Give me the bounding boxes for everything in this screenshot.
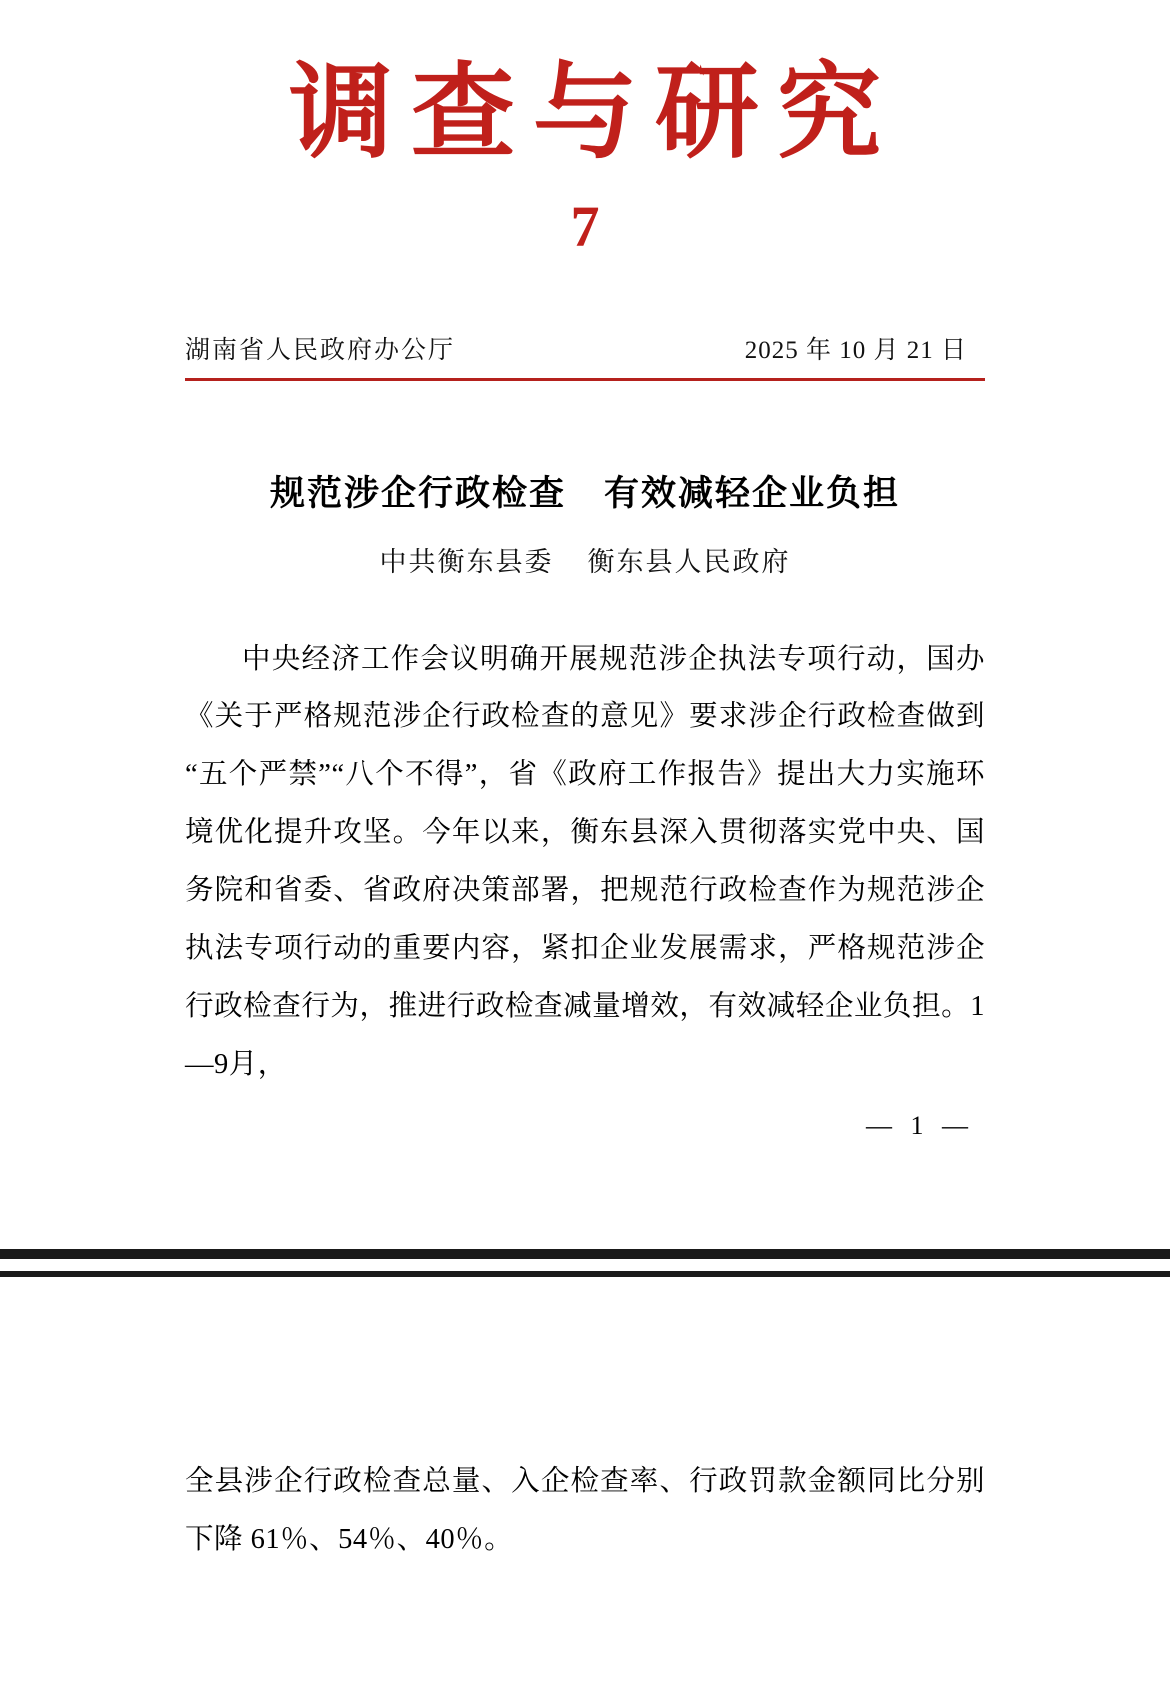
article-title-part2: 有效减轻企业负担	[604, 472, 901, 514]
article-title-part1: 规范涉企行政检查	[269, 472, 566, 514]
article-byline	[185, 540, 985, 579]
byline-part1: 中共衡东县委	[379, 546, 554, 577]
issuer-row	[185, 330, 985, 366]
article-body-page2	[185, 1453, 985, 1569]
header-divider	[185, 378, 985, 381]
byline-part2: 衡东县人民政府	[587, 546, 791, 577]
masthead	[0, 0, 1170, 259]
article-continued	[185, 1453, 985, 1569]
publication-title: 调查与研究	[288, 50, 899, 173]
article	[185, 469, 985, 1094]
page-separator-top	[0, 1249, 1170, 1259]
paragraph-2: 全县涉企行政检查总量、入企检查率、行政罚款金额同比分别下降 61％、54％、40％。	[185, 1466, 985, 1556]
issue-number: 7	[570, 193, 600, 259]
article-title	[185, 469, 985, 518]
article-body-page1	[185, 631, 985, 1094]
issue-date: 2025 年 10 月 21 日	[744, 336, 967, 364]
issuing-office: 湖南省人民政府办公厅	[185, 336, 456, 364]
paragraph-1: 中央经济工作会议明确开展规范涉企执法专项行动，国办《关于严格规范涉企行政检查的意见》要求涉企行政检查做到“五个严禁”“八个不得”，省《政府工作报告》提出大力实施环境优化提升攻坚。今年以来，衡东县深入贯彻落实党中央、国务院和省委、省政府决策部署，把规范行政检查作为规范涉企执法专项行动的重要内容，紧扣企业发展需求，严格规范涉企行政检查行为，推进行政检查减量增效，有效减轻企业负担。1—9月，	[185, 643, 985, 1080]
document-page-2	[0, 1277, 1170, 1569]
page-number-footer: — 1 —	[866, 1111, 974, 1141]
